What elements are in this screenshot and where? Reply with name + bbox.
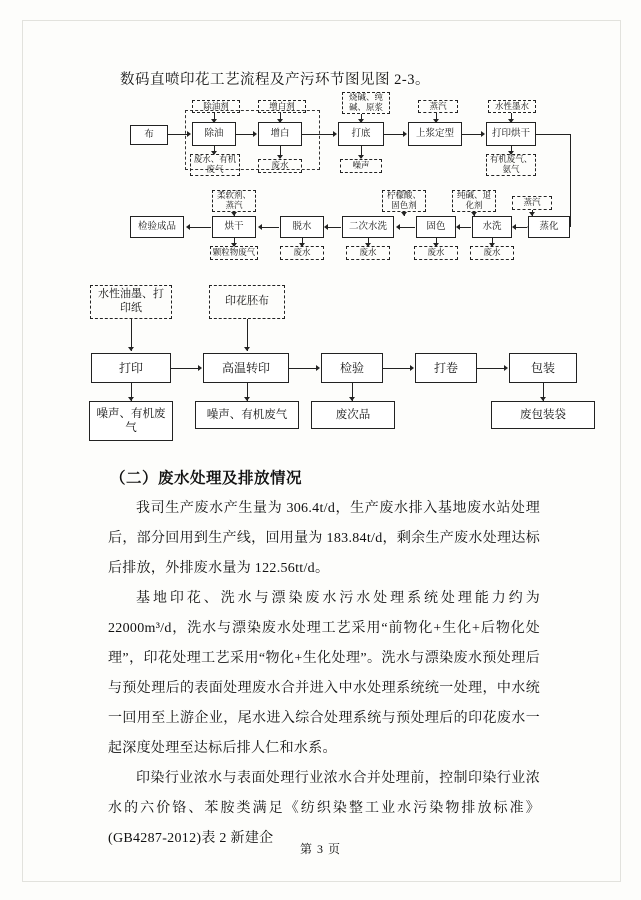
arrow	[456, 224, 460, 230]
output-wastewater-2: 废水	[280, 246, 324, 260]
connector	[515, 227, 527, 228]
input-steam-2: 蒸汽	[512, 196, 552, 210]
step-steaming: 蒸化	[528, 216, 570, 238]
connector	[459, 227, 471, 228]
step-cloth: 布	[130, 125, 168, 145]
arrow	[128, 347, 134, 351]
connector	[536, 134, 570, 135]
output-particulate-gas: 颗粒物废气	[210, 246, 258, 260]
output-noise-organic-gas-2: 噪声、有机废气	[195, 401, 299, 429]
connector	[477, 368, 505, 369]
step-whiten: 增白	[258, 122, 302, 146]
step-rolling: 打卷	[415, 353, 477, 383]
connector	[327, 227, 341, 228]
arrow	[396, 224, 400, 230]
arrow	[504, 365, 508, 371]
connector	[462, 134, 482, 135]
connector	[236, 134, 254, 135]
input-printing-greige-cloth: 印花胚布	[209, 285, 285, 319]
page-number: 第 3 页	[299, 842, 341, 856]
section-body	[108, 494, 540, 854]
step-packaging: 包装	[509, 353, 577, 383]
step-second-wash: 二次水洗	[342, 216, 394, 238]
arrow	[508, 119, 514, 123]
arrow	[401, 212, 407, 216]
input-steam-1: 蒸汽	[418, 100, 458, 113]
arrow	[471, 212, 477, 216]
arrow	[316, 365, 320, 371]
arrow	[198, 365, 202, 371]
connector	[189, 227, 211, 228]
process-flow-diagram-1	[130, 92, 580, 280]
output-noise-1: 噪声	[340, 159, 382, 173]
arrow	[433, 119, 439, 123]
arrow	[512, 224, 516, 230]
step-washing: 水洗	[472, 216, 512, 238]
arrow	[211, 119, 217, 123]
output-noise-organic-gas-1: 噪声、有机废气	[89, 401, 173, 441]
connector	[383, 368, 411, 369]
step-sizing-setting: 上浆定型	[408, 122, 462, 146]
arrow	[187, 131, 191, 137]
paragraph-2: 基地印花、洗水与漂染废水污水处理系统处理能力约为 22000m³/d，洗水与漂染废水处理工艺采用“前物化+生化+后物化处理”，印花处理工艺采用“物化+生化处理”。洗水与漂染废水预处理后与预处理后的表面处理废水合并进入中水处理系统统一处理，中水统一回用至上游企业，尾水进入综合处理系统与预处理后的印花废水一起深度处理至达标后排人仁和水系。	[108, 591, 540, 756]
output-organic-gas-ammonia: 有机废气、氨气	[486, 154, 536, 176]
step-fixing: 固色	[416, 216, 456, 238]
input-citric-fixing: 柠檬酸、固色剂	[382, 190, 426, 212]
step-dewater: 脱水	[280, 216, 324, 238]
step-inspection: 检验	[321, 353, 383, 383]
arrow	[186, 224, 190, 230]
connector	[261, 227, 279, 228]
process-flow-diagram-2	[85, 285, 605, 460]
connector	[570, 134, 571, 227]
arrow	[358, 119, 364, 123]
arrow	[258, 224, 262, 230]
connector	[289, 368, 317, 369]
step-high-temp-transfer: 高温转印	[203, 353, 289, 383]
input-chemical-degreaser: 除油剂	[192, 100, 240, 113]
arrow	[529, 212, 535, 216]
arrow	[324, 224, 328, 230]
arrow	[244, 347, 250, 351]
arrow	[333, 131, 337, 137]
input-chemical-alkali: 烧碱、纯碱、原浆	[342, 92, 390, 114]
input-ink-and-paper: 水性油墨、打印纸	[90, 285, 172, 319]
intro-line: 数码直喷印花工艺流程及产污环节图见图 2-3。	[120, 72, 430, 88]
connector	[302, 134, 334, 135]
arrow	[277, 119, 283, 123]
connector	[171, 368, 199, 369]
step-degrease: 除油	[192, 122, 236, 146]
step-drying: 烘干	[212, 216, 256, 238]
input-chemical-whitener: 增白剂	[258, 100, 306, 113]
output-wastewater-1: 废水	[258, 159, 302, 173]
input-softener-steam: 柔软剂、蒸汽	[212, 190, 256, 212]
arrow	[403, 131, 407, 137]
section-heading: （二）废水处理及排放情况	[110, 470, 303, 487]
input-waterbased-ink: 水性墨水	[488, 100, 536, 113]
connector	[168, 134, 188, 135]
output-wastewater-4: 废水	[414, 246, 458, 260]
arrow	[410, 365, 414, 371]
paragraph-3: 印染行业浓水与表面处理行业浓水合并处理前，控制印染行业浓水的六价铬、苯胺类满足《纺织染整工业水污染物排放标准》(GB4287-2012)表 2 新建企	[108, 771, 540, 846]
paragraph-1: 我司生产废水产生量为 306.4t/d，生产废水排入基地废水站处理后，部分回用到生产线，回用量为 183.84t/d，剩余生产废水处理达标后排放，外排废水量为 122.56tt/d。	[108, 501, 540, 576]
arrow	[481, 131, 485, 137]
input-soda-stripper: 纯碱、退化剂	[452, 190, 496, 212]
step-base-print: 打底	[338, 122, 384, 146]
output-wastewater-5: 废水	[470, 246, 514, 260]
arrow	[231, 212, 237, 216]
output-waste-packaging-bag: 废包装袋	[491, 401, 595, 429]
connector	[384, 134, 404, 135]
arrow	[253, 131, 257, 137]
output-wastewater-organic-gas: 废水、有机废气	[190, 154, 240, 176]
step-print-dry: 打印烘干	[486, 122, 536, 146]
step-inspection-product: 检验成品	[130, 216, 184, 238]
connector	[399, 227, 415, 228]
output-wastewater-3: 废水	[346, 246, 390, 260]
output-defective-product: 废次品	[311, 401, 395, 429]
step-print: 打印	[91, 353, 171, 383]
